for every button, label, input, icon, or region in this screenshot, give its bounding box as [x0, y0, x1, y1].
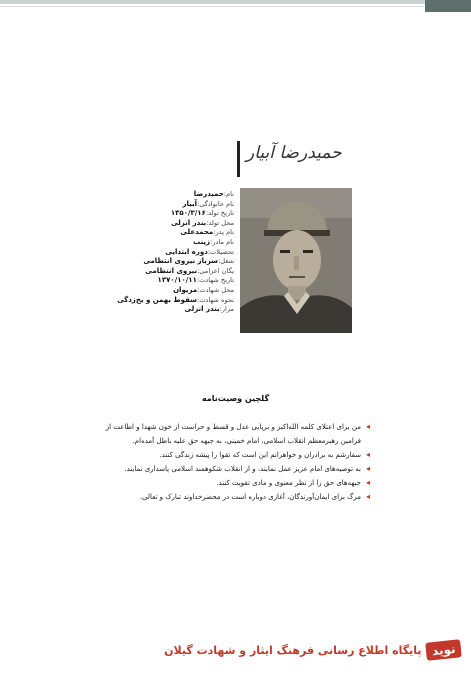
bullet-icon: ◂: [365, 450, 370, 460]
fact-education: تحصیلات:دوره ابتدایی: [165, 247, 234, 256]
bullet-icon: ◂: [365, 478, 370, 488]
fact-father-name: نام پدر:محمدعلی: [180, 228, 234, 237]
fact-mother-name: نام مادر:زینب: [193, 237, 234, 246]
fact-burial-place: مزار:بندر انزلی: [184, 305, 234, 314]
will-item: ◂ مرگ برای ایمان‌آورندگان، آغازی دوباره است در محضرخداوند تبارک و تعالی.: [95, 490, 370, 504]
header-block: [425, 0, 471, 12]
site-logo: نوید: [425, 639, 462, 661]
fact-birth-date: تاریخ تولد:۱۳۵۰/۳/۱۶: [170, 209, 234, 218]
fact-unit: یگان اعزامی:نیروی انتظامی: [145, 266, 234, 275]
bullet-icon: ◂: [365, 464, 370, 474]
bullet-icon: ◂: [365, 422, 370, 431]
will-section-title: گلچین وصیت‌نامه: [201, 394, 270, 403]
will-item: ◂ به توصیه‌های امام عزیز عمل نمایند، و از انقلاب شکوهمند اسلامی پاسداری نمایند.: [95, 462, 370, 476]
fact-birth-place: محل تولد:بندر انزلی: [171, 218, 234, 227]
will-excerpts: [95, 420, 370, 505]
bullet-icon: ◂: [365, 492, 370, 502]
site-name: پایگاه اطلاع رسانی فرهنگ ایثار و شهادت گیلان: [164, 643, 422, 657]
header-rule-thin: [0, 6, 425, 7]
fact-last-name: نام خانوادگی:آبیار: [182, 199, 234, 208]
person-name: حمیدرضا آبیار: [246, 143, 342, 163]
fact-martyrdom-manner: نحوه شهادت:سقوط بهمن و یخ‌زدگی: [117, 295, 234, 304]
will-item: ◂ جبهه‌های حق را از نظر معنوی و مادی تقویت کنند.: [95, 476, 370, 490]
site-watermark: [164, 639, 461, 661]
name-marker-bar: [237, 141, 240, 177]
fact-martyrdom-place: محل شهادت:مریوان: [173, 285, 234, 294]
biography-facts: [110, 190, 234, 315]
header-rule: [0, 0, 425, 4]
fact-first-name: نام:حمیدرضا: [193, 190, 234, 198]
will-item: ◂ من برای اعتلای کلمه الله‌اکبر و برپایی عدل و قسط و حراست از خون شهدا و اطاعت از فرامین رهبرمعظم انقلاب اسلامی، امام خمینی، به جبهه حق علیه باطل آمده‌ام.: [105, 422, 370, 446]
fact-occupation: شغل:سرباز نیروی انتظامی: [143, 257, 234, 266]
will-item: ◂ سفارشم به برادران و خواهرانم این است که تقوا را پیشه زندگی کنند.: [95, 448, 370, 462]
portrait-photo: [240, 188, 352, 333]
fact-martyrdom-date: تاریخ شهادت:۱۳۷۰/۱۰/۱۱: [157, 276, 234, 285]
